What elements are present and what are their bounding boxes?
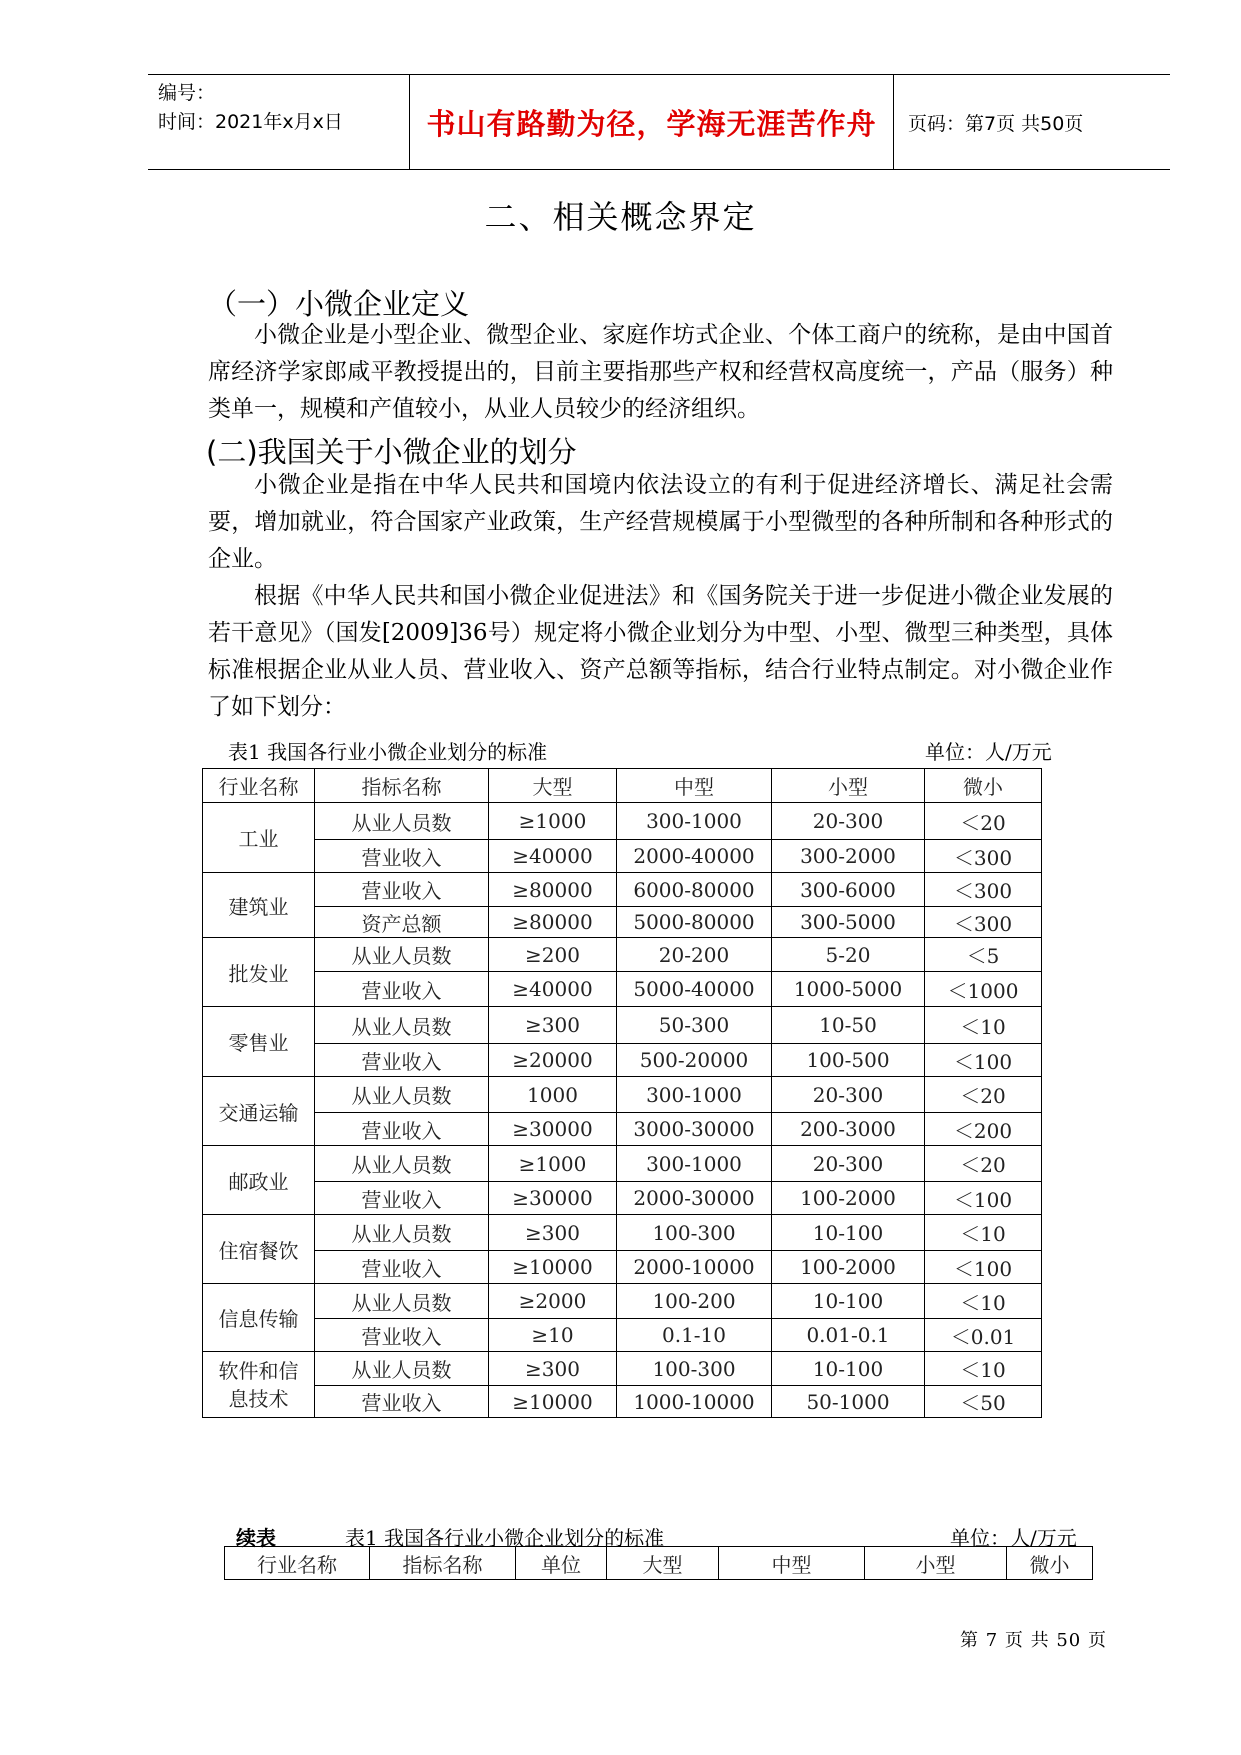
value-cell: 200-3000: [772, 1113, 925, 1146]
value-cell: ≥300: [489, 1007, 617, 1044]
value-cell: 5-20: [772, 938, 925, 972]
value-cell: ＜300: [925, 840, 1042, 873]
value-cell: 1000-10000: [617, 1386, 772, 1418]
table1-cont-header-row: [225, 1547, 1093, 1580]
value-cell: 100-300: [617, 1215, 772, 1251]
table-row: [203, 803, 1042, 840]
indicator-cell: 营业收入: [315, 1113, 489, 1146]
value-cell: 10-100: [772, 1284, 925, 1319]
indicator-cell: 营业收入: [315, 1251, 489, 1284]
indicator-cell: 从业人员数: [315, 1007, 489, 1044]
value-cell: ≥40000: [489, 840, 617, 873]
indicator-cell: 营业收入: [315, 1319, 489, 1352]
value-cell: ＜50: [925, 1386, 1042, 1418]
value-cell: ＜10: [925, 1352, 1042, 1386]
indicator-cell: 从业人员数: [315, 1284, 489, 1319]
value-cell: ＜10: [925, 1007, 1042, 1044]
industry-cell: 批发业: [203, 938, 315, 1007]
table1-header-cell: 小型: [772, 769, 925, 803]
value-cell: ≥10: [489, 1319, 617, 1352]
table1-cont-header-cell: 单位: [516, 1547, 607, 1580]
industry-cell: 建筑业: [203, 873, 315, 938]
value-cell: ＜300: [925, 873, 1042, 907]
indicator-cell: 营业收入: [315, 1044, 489, 1077]
table-row: [203, 1182, 1042, 1215]
value-cell: 3000-30000: [617, 1113, 772, 1146]
value-cell: ＜300: [925, 907, 1042, 938]
value-cell: 50-1000: [772, 1386, 925, 1418]
value-cell: 2000-40000: [617, 840, 772, 873]
value-cell: 100-500: [772, 1044, 925, 1077]
value-cell: ＜20: [925, 1146, 1042, 1182]
table1-header-row: [203, 769, 1042, 803]
value-cell: ＜200: [925, 1113, 1042, 1146]
value-cell: 300-6000: [772, 873, 925, 907]
value-cell: ≥40000: [489, 972, 617, 1007]
table-row: [203, 1251, 1042, 1284]
table-row: [203, 1044, 1042, 1077]
value-cell: 20-200: [617, 938, 772, 972]
indicator-cell: 营业收入: [315, 1182, 489, 1215]
indicator-cell: 营业收入: [315, 840, 489, 873]
table-row: [203, 1215, 1042, 1251]
value-cell: 300-1000: [617, 1077, 772, 1113]
table-row: [203, 907, 1042, 938]
table1-cont-header-cell: 大型: [607, 1547, 719, 1580]
value-cell: 2000-10000: [617, 1251, 772, 1284]
value-cell: 300-1000: [617, 803, 772, 840]
header-page-label: 页码：第7页 共50页: [908, 112, 1084, 135]
value-cell: ≥80000: [489, 873, 617, 907]
table1-header-cell: 微小: [925, 769, 1042, 803]
value-cell: 1000: [489, 1077, 617, 1113]
header-motto: 书山有路勤为径，学海无涯苦作舟: [410, 75, 894, 169]
value-cell: 5000-40000: [617, 972, 772, 1007]
indicator-cell: 从业人员数: [315, 1077, 489, 1113]
indicator-cell: 从业人员数: [315, 803, 489, 840]
value-cell: 300-1000: [617, 1146, 772, 1182]
value-cell: ＜1000: [925, 972, 1042, 1007]
value-cell: ≥30000: [489, 1182, 617, 1215]
table-row: [203, 1077, 1042, 1113]
table1-unit: 单位：人/万元: [925, 740, 1052, 764]
table1-cont-header-cell: 行业名称: [225, 1547, 370, 1580]
table1-cont-header-cell: 小型: [865, 1547, 1007, 1580]
section1-heading: （一）小微企业定义: [208, 287, 470, 321]
table1-cont-label: 续表: [236, 1526, 276, 1550]
indicator-cell: 营业收入: [315, 972, 489, 1007]
value-cell: 5000-80000: [617, 907, 772, 938]
page-title: 二、相关概念界定: [484, 198, 757, 236]
table-row: [203, 1352, 1042, 1386]
indicator-cell: 营业收入: [315, 1386, 489, 1418]
value-cell: ＜100: [925, 1182, 1042, 1215]
table1-cont-header-cell: 中型: [719, 1547, 865, 1580]
value-cell: ＜10: [925, 1215, 1042, 1251]
value-cell: 10-100: [772, 1215, 925, 1251]
table1-cont-unit: 单位：人/万元: [950, 1526, 1077, 1550]
value-cell: ＜10: [925, 1284, 1042, 1319]
value-cell: ≥10000: [489, 1251, 617, 1284]
table1-cont-caption: 表1 我国各行业小微企业划分的标准: [345, 1526, 665, 1550]
value-cell: 300-5000: [772, 907, 925, 938]
value-cell: ≥1000: [489, 1146, 617, 1182]
table-row: [203, 972, 1042, 1007]
value-cell: 0.01-0.1: [772, 1319, 925, 1352]
value-cell: ＜20: [925, 1077, 1042, 1113]
table1-header-cell: 指标名称: [315, 769, 489, 803]
page-footer: 第 7 页 共 50 页: [960, 1630, 1107, 1651]
industry-cell: 邮政业: [203, 1146, 315, 1215]
section2-paragraph-1: 小微企业是指在中华人民共和国境内依法设立的有利于促进经济增长、满足社会需要，增加就业，符合国家产业政策，生产经营规模属于小型微型的各种所制和各种形式的企业。: [208, 472, 1113, 572]
value-cell: ＜0.01: [925, 1319, 1042, 1352]
indicator-cell: 从业人员数: [315, 1146, 489, 1182]
value-cell: ≥200: [489, 938, 617, 972]
value-cell: 50-300: [617, 1007, 772, 1044]
table-row: [203, 1146, 1042, 1182]
value-cell: ＜20: [925, 803, 1042, 840]
value-cell: 10-50: [772, 1007, 925, 1044]
serial-label: 编号：: [158, 82, 216, 104]
industry-cell: 信息传输: [203, 1284, 315, 1352]
section2-heading: (二)我国关于小微企业的划分: [206, 435, 577, 469]
value-cell: 6000-80000: [617, 873, 772, 907]
industry-cell: 交通运输: [203, 1077, 315, 1146]
table1-header-cell: 中型: [617, 769, 772, 803]
table-row: [203, 1113, 1042, 1146]
value-cell: ≥300: [489, 1215, 617, 1251]
value-cell: 1000-5000: [772, 972, 925, 1007]
table1-header-cell: 行业名称: [203, 769, 315, 803]
value-cell: 0.1-10: [617, 1319, 772, 1352]
value-cell: 100-2000: [772, 1251, 925, 1284]
value-cell: 300-2000: [772, 840, 925, 873]
value-cell: 20-300: [772, 803, 925, 840]
value-cell: ≥30000: [489, 1113, 617, 1146]
value-cell: ≥300: [489, 1352, 617, 1386]
indicator-cell: 从业人员数: [315, 1215, 489, 1251]
industry-cell: 零售业: [203, 1007, 315, 1077]
value-cell: 500-20000: [617, 1044, 772, 1077]
table1: [202, 768, 1042, 1418]
page-header: [148, 74, 1170, 170]
table-row: [203, 1319, 1042, 1352]
value-cell: 10-100: [772, 1352, 925, 1386]
value-cell: 100-300: [617, 1352, 772, 1386]
indicator-cell: 营业收入: [315, 873, 489, 907]
value-cell: 20-300: [772, 1077, 925, 1113]
value-cell: ≥1000: [489, 803, 617, 840]
table1-cont-header-cell: 微小: [1007, 1547, 1093, 1580]
table1-cont-header-cell: 指标名称: [370, 1547, 516, 1580]
table-row: [203, 840, 1042, 873]
section1-paragraph: 小微企业是小型企业、微型企业、家庭作坊式企业、个体工商户的统称，是由中国首席经济学家郎咸平教授提出的，目前主要指那些产权和经营权高度统一，产品（服务）种类单一，规模和产值较小，从业人员较少的经济组织。: [208, 322, 1113, 422]
industry-cell: 住宿餐饮: [203, 1215, 315, 1284]
table-row: [203, 1007, 1042, 1044]
value-cell: ≥2000: [489, 1284, 617, 1319]
table1-caption: 表1 我国各行业小微企业划分的标准: [228, 740, 548, 764]
header-meta: [148, 75, 410, 169]
value-cell: 2000-30000: [617, 1182, 772, 1215]
section2-paragraph-2: 根据《中华人民共和国小微企业促进法》和《国务院关于进一步促进小微企业发展的若干意见》（国发[2009]36号）规定将小微企业划分为中型、小型、微型三种类型，具体标准根据企业从业人员、营业收入、资产总额等指标，结合行业特点制定。对小微企业作了如下划分：: [208, 583, 1113, 720]
table1-header-cell: 大型: [489, 769, 617, 803]
value-cell: 100-2000: [772, 1182, 925, 1215]
indicator-cell: 资产总额: [315, 907, 489, 938]
table-row: [203, 873, 1042, 907]
industry-cell: 软件和信息技术: [203, 1352, 315, 1418]
table-row: [203, 1284, 1042, 1319]
value-cell: 100-200: [617, 1284, 772, 1319]
value-cell: 20-300: [772, 1146, 925, 1182]
value-cell: ≥20000: [489, 1044, 617, 1077]
time-label: 时间：2021年x月x日: [158, 111, 343, 133]
value-cell: ≥80000: [489, 907, 617, 938]
table-row: [203, 1386, 1042, 1418]
value-cell: ＜100: [925, 1251, 1042, 1284]
value-cell: ＜5: [925, 938, 1042, 972]
value-cell: ＜100: [925, 1044, 1042, 1077]
indicator-cell: 从业人员数: [315, 1352, 489, 1386]
value-cell: ≥10000: [489, 1386, 617, 1418]
indicator-cell: 从业人员数: [315, 938, 489, 972]
industry-cell: 工业: [203, 803, 315, 873]
table1-continued: [224, 1546, 1093, 1580]
table-row: [203, 938, 1042, 972]
